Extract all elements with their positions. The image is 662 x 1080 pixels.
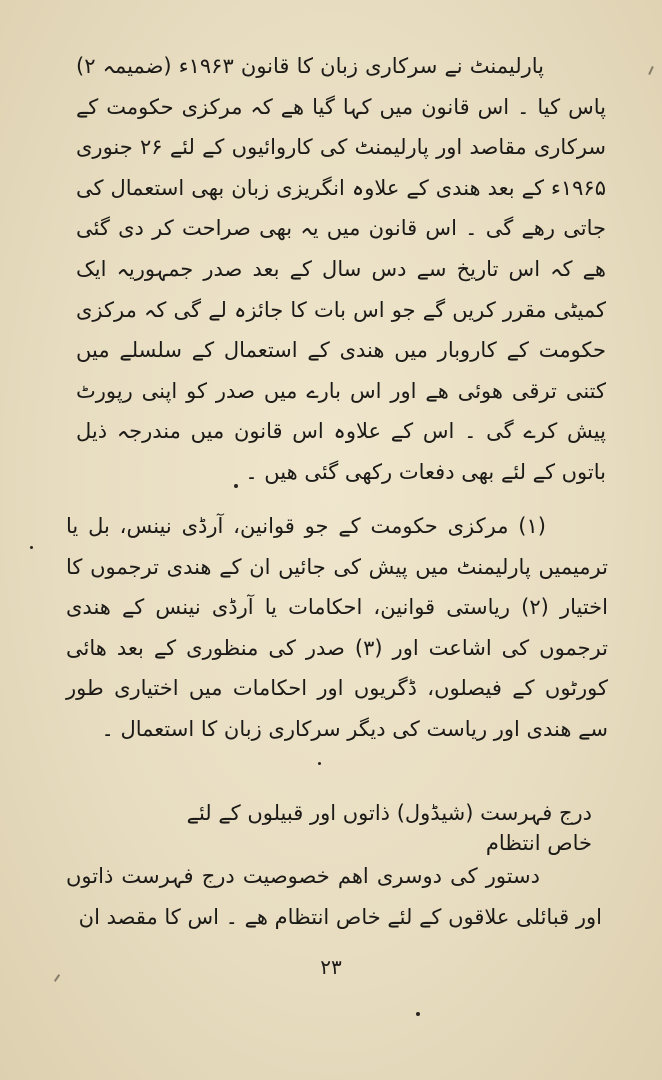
page-number: ۲۳ — [320, 955, 342, 979]
paragraph-scheduled-castes — [66, 856, 602, 937]
paragraph-official-language-act — [76, 46, 606, 493]
paper-scuff — [648, 66, 654, 75]
paragraph-3-text: دستور کی دوسری اھم خصوصیت درج فہرست ذاتوں اور قبائلی علاقوں کے لئے خاص انتظام ھے ۔ اس کا مقصد ان — [66, 864, 602, 929]
ink-speck — [234, 484, 238, 488]
ink-speck — [318, 762, 321, 765]
section-heading: درج فہرست (شیڈول) ذاتوں اور قبیلوں کے لئے خاص انتظام — [186, 801, 592, 855]
paragraph-provisions-list — [66, 506, 608, 750]
ink-speck — [30, 546, 33, 549]
paragraph-2-text: (۱) مرکزی حکومت کے جو قوانین، آرڈی نینس، بل یا ترمیمیں پارلیمنٹ میں پیش کی جائیں ان کے ھندی ترجموں کا اختیار (۲) ریاستی قوانین، احکامات یا آرڈی نینس کے ھندی ترجموں کی اشاعت اور (۳) صدر کی منظوری کے بعد ھائی کورٹوں کے فیصلوں، ڈگریوں اور احکامات میں اختیاری طور سے ھندی اور ریاست کی دیگر سرکاری زبان کا استعمال ۔ — [66, 514, 608, 741]
paragraph-1-text: پارلیمنٹ نے سرکاری زبان کا قانون ۱۹۶۳ء (ضمیمہ ۲) پاس کیا ۔ اس قانون میں کہا گیا ھے کہ مرکزی حکومت کے سرکاری مقاصد اور پارلیمنٹ کی کاروائیوں کے لئے ۲۶ جنوری ۱۹۶۵ء کے بعد ھندی کے علاوہ انگریزی زبان بھی استعمال کی جاتی رھے گی ۔ اس قانون میں یہ بھی صراحت کر دی گئی ھے کہ اس تاریخ سے دس سال کے بعد صدر جمہوریہ ایک کمیٹی مقرر کریں گے جو اس بات کا جائزہ لے گی کہ مرکزی حکومت کے کاروبار میں ھندی کے استعمال کے سلسلے میں کتنی ترقی ھوئی ھے اور اس بارے میں صدر کو اپنی رپورٹ پیش کرے گی ۔ اس کے علاوہ اس قانون میں مندرجہ ذیل باتوں کے لئے بھی دفعات رکھی گئی ھیں ۔ — [76, 54, 606, 484]
ink-speck — [416, 1012, 420, 1016]
